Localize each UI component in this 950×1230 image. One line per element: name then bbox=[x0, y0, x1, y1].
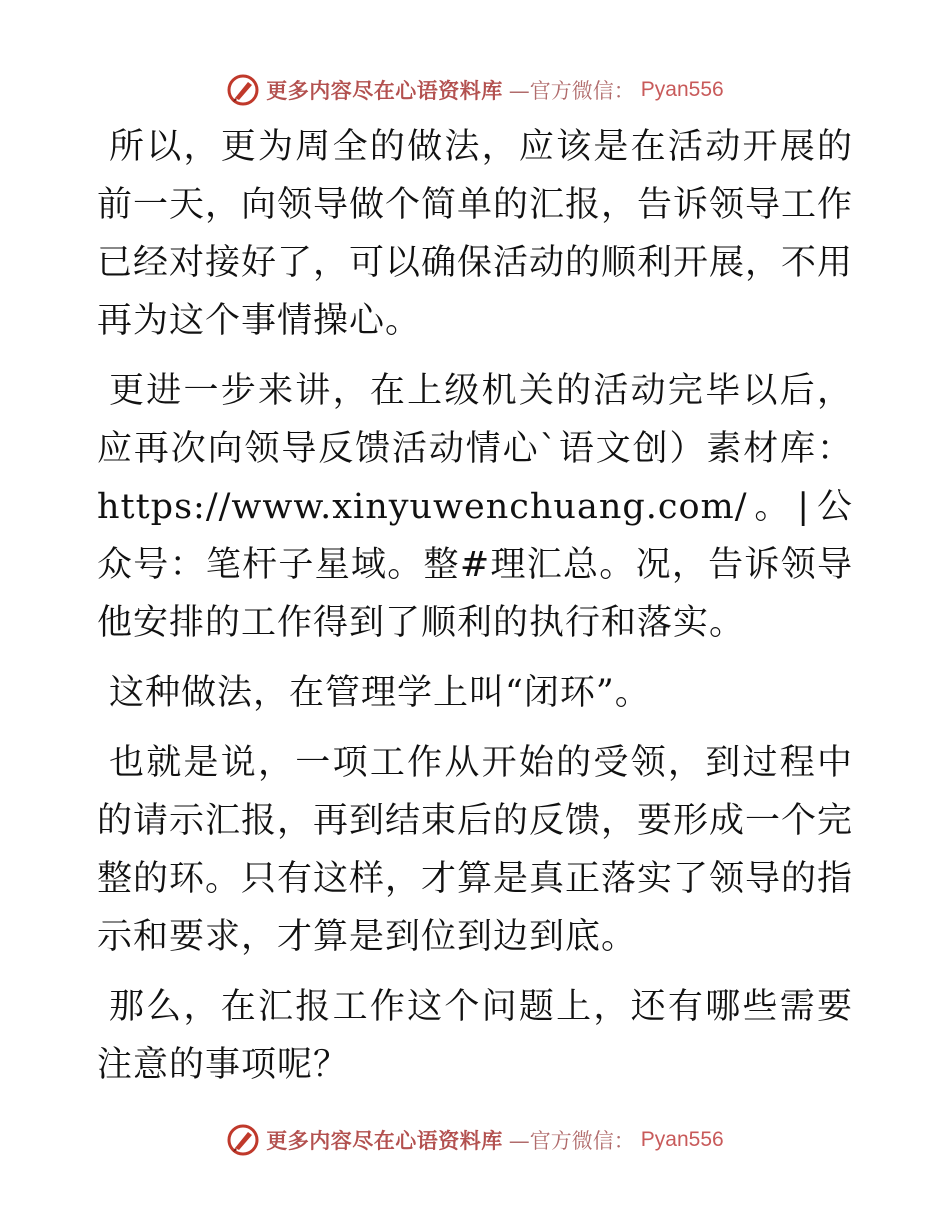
quill-pen-logo-icon bbox=[226, 1123, 260, 1157]
banner-title: 更多内容尽在心语资料库 bbox=[266, 1129, 503, 1153]
header-banner bbox=[0, 70, 950, 110]
paragraph-2: 更进一步来讲，在上级机关的活动完毕以后，应再次向领导反馈活动情心`语文创）素材库：https://www.xinyuwenchuang.com/。|公众号：笔杆子星域。整#理汇总。况，告诉领导他安排的工作得到了顺利的执行和落实。 bbox=[97, 371, 853, 643]
paragraph-4: 也就是说，一项工作从开始的受领，到过程中的请示汇报，再到结束后的反馈，要形成一个完整的环。只有这样，才算是真正落实了领导的指示和要求，才算是到位到边到底。 bbox=[97, 743, 854, 957]
banner-wechat-id: Pyan556 bbox=[640, 1128, 724, 1151]
banner-wechat-id: Pyan556 bbox=[640, 78, 724, 101]
paragraph-5: 那么，在汇报工作这个问题上，还有哪些需要注意的事项呢？ bbox=[97, 987, 853, 1085]
banner-subtitle: —官方微信： bbox=[508, 1129, 635, 1153]
footer-banner bbox=[0, 1120, 950, 1160]
paragraph-3: 这种做法，在管理学上叫“闭环”。 bbox=[109, 673, 651, 713]
banner-title: 更多内容尽在心语资料库 bbox=[266, 79, 503, 103]
document-body bbox=[97, 118, 853, 1106]
quill-pen-logo-icon bbox=[226, 73, 260, 107]
banner-subtitle: —官方微信： bbox=[508, 79, 635, 103]
paragraph-1: 所以，更为周全的做法，应该是在活动开展的前一天，向领导做个简单的汇报，告诉领导工作已经对接好了，可以确保活动的顺利开展，不用再为这个事情操心。 bbox=[97, 127, 854, 341]
